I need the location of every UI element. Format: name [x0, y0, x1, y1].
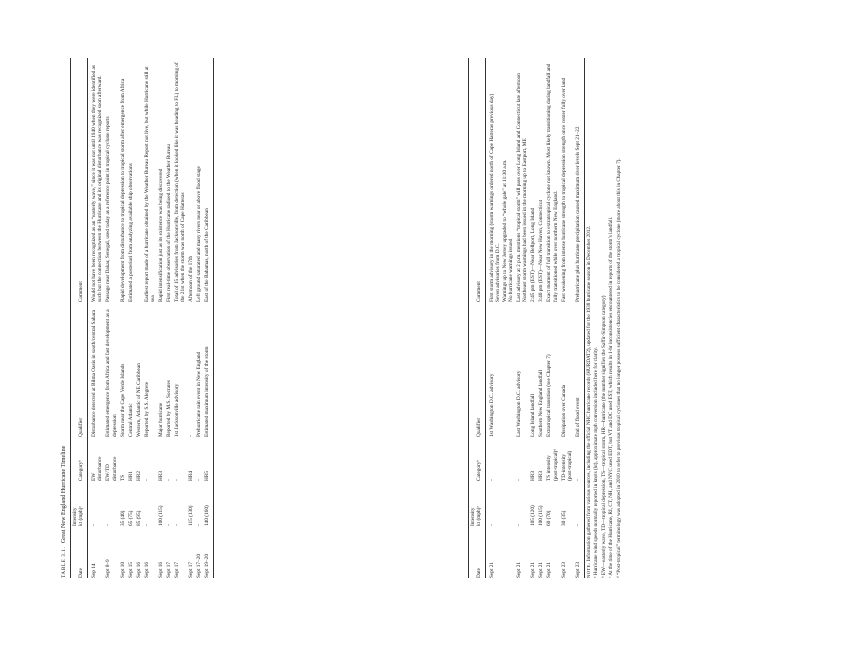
header-comment: Comment [71, 58, 88, 302]
cell-qualifier: Central Atlantic [127, 403, 134, 437]
cell-date: Sept 16 [158, 561, 165, 578]
cell-qualifier: Reported by M.S. Socrates [166, 380, 173, 437]
cell-comment: Rapid development from disturbance to tropical depression to tropical storm after emergence from Africa [119, 78, 126, 302]
header-date: Date [469, 526, 486, 578]
cell-category: HR2 [135, 470, 142, 481]
cell-comment: 2:45 pm (EST)—Near Bellport, Long Island [530, 207, 537, 302]
cell-comment: Estimated a posteriori from analyzing available ship observations [127, 163, 134, 302]
cell-category: HR5 [204, 437, 214, 481]
cell-intensity: 35 (40) [119, 510, 126, 526]
cell-qualifier: 1st Jacksonville advisory [174, 383, 181, 437]
table-row [196, 58, 204, 578]
cell-qualifier: Prehurricane rain event in New England [196, 351, 203, 437]
cell-category: TD-intensity (post-tropical) [560, 450, 574, 481]
cell-comment [135, 58, 143, 302]
cell-intensity: - [196, 524, 203, 526]
cell-intensity: - [105, 524, 112, 526]
table-notes [586, 58, 623, 578]
cell-intensity: 60 (70) [546, 510, 553, 526]
footnote-a: ᵃ Hurricane wind speeds normally reported in knots (kt), approximate mph conversion included here for clarity. [593, 347, 600, 578]
cell-category: - [488, 479, 495, 481]
table-row [157, 58, 165, 578]
cell-category: HR3 [158, 470, 165, 481]
header-intensity: Intensity kt (mph)ᵃ [71, 481, 88, 526]
cell-intensity: 85 (95) [135, 510, 142, 526]
table-body [87, 58, 213, 578]
cell-comment: Would not have been recognized as an “easterly wave,” since it was not until 1940 when they were identified as such but the connection between the Hurricane and its original disturbance was recognized soon afterward. [90, 65, 104, 302]
header-comment: Comment [469, 58, 486, 302]
cell-date: Sept 10 [119, 561, 126, 578]
cell-category: - [174, 479, 181, 481]
table-number: TABLE 3.1. [61, 546, 67, 578]
cell-comment: Passage near Dakar, Senegal, used today as a reference point in tropical cyclone reports [105, 116, 112, 302]
cell-intensity: - [174, 524, 181, 526]
cell-qualifier: Extratropical transition (see Chapter 7) [546, 354, 553, 437]
table-title: Great New England Hurricane Timeline [61, 445, 67, 544]
cell-date: Sept 17 [166, 561, 173, 578]
cell-comment: Prehurricane plus hurricane precipitation caused maximum river levels Sept 21–22 [574, 58, 584, 302]
table-row [530, 58, 538, 578]
cell-date: Sept 21 [488, 561, 495, 578]
cell-intensity: 115 (130) [188, 505, 195, 526]
cell-date: Sept 21 [516, 561, 523, 578]
cell-comment: First storm advisory in the morning (storm warnings ordered north of Cape Hatteras previous day) Seven advisories from D.C. Warnings up to New Jersey upgraded to “whole gale” at 11:30 a.m. No hurricane warnings issued [488, 93, 515, 302]
cell-qualifier: Last Washington D.C. advisory [516, 370, 523, 437]
cell-comment: Rapid intensification just as its existence was being discovered [158, 168, 165, 302]
cell-category: - [574, 437, 584, 481]
cell-date: Sep 14 [90, 563, 97, 578]
cell-comment: Total of 15 advisories from Jacksonville, from detection (when it looked like it was heading to FL) to morning of the 21st when the storm was north of Cape Hatteras [174, 62, 187, 302]
header-category: Categoryᵇ [71, 437, 88, 481]
cell-category: HR3 [530, 470, 537, 481]
table-header-row [469, 58, 486, 578]
cell-qualifier: 1st Washington D.C. advisory [488, 373, 495, 437]
cell-intensity: 100 (115) [538, 505, 545, 526]
cell-qualifier: End of flood event [574, 302, 584, 437]
cell-date: Sept 17 [188, 561, 195, 578]
cell-category: HR4 [188, 470, 195, 481]
cell-category: - [196, 479, 203, 481]
cell-comment: Fast weakening from intense hurricane strength to tropical depression strength once center fully over land [560, 77, 567, 302]
cell-qualifier: Dissipation over Canada [560, 384, 567, 437]
table-row [104, 58, 118, 578]
cell-qualifier: Storm near the Cape Verde Islands [119, 363, 126, 437]
cell-category: TS intensity (post-tropical)ᵈ [546, 449, 559, 481]
table-row [143, 58, 157, 578]
cell-category: HR3 [538, 470, 545, 481]
cell-qualifier: Major hurricane [158, 402, 165, 437]
cell-qualifier: Estimated emergence from Africa and fast development as a depression [105, 309, 118, 437]
cell-date: Sept 8–9 [105, 559, 112, 578]
cell-comment: Afternoon of the 17th [188, 255, 195, 302]
cell-intensity: 65 (75) [127, 510, 134, 526]
note-label: NOTE: [586, 562, 591, 578]
table-caption [60, 58, 68, 578]
table-row [204, 58, 214, 578]
cell-category: EW/TD disturbance [105, 456, 118, 481]
cell-intensity: - [90, 524, 97, 526]
table-body [485, 58, 584, 578]
table-row [574, 58, 584, 578]
cell-comment: Earliest report made of a hurricane obtained by the Weather Bureau Report not live, but while Hurricane still at sea [143, 66, 157, 302]
table-row [515, 58, 529, 578]
cell-comment: Exact moment of full transition to extratropical cyclone not known. Most likely transitioning during landfall and fully transitioned while over northern New England. [546, 63, 559, 302]
cell-date: Sept 16 [135, 561, 142, 578]
cell-intensity: - [574, 481, 584, 526]
cell-qualifier: Southern New England landfall [538, 370, 545, 437]
cell-qualifier: Estimated maximum intensity of the storm [204, 302, 214, 437]
cell-date: Sept 15 [127, 561, 134, 578]
note-general [586, 58, 592, 578]
cell-comment: First real-time observation of the Hurricane radioed to the Weather Bureau [166, 143, 173, 302]
cell-category: EW disturbance [90, 456, 104, 481]
cell-comment: East of the Bahamas, north of the Caribbean [204, 58, 214, 302]
table-row [560, 58, 574, 578]
cell-category: TS [119, 474, 126, 481]
page-content [0, 58, 864, 578]
table-row [173, 58, 187, 578]
table-header-row [71, 58, 88, 578]
timeline-table-part-1 [70, 58, 214, 578]
header-category: Categoryᵇ [469, 437, 486, 481]
footnote-b: ᵇ EW—easterly wave, TD—tropical depression, TS—tropical storm, HR—hurricane (the number signifies the Saffir-Simpson category) [600, 295, 607, 578]
cell-qualifier: - [188, 435, 195, 437]
cell-category: HR1 [127, 470, 134, 481]
cell-category: - [143, 479, 150, 481]
cell-intensity: - [488, 524, 495, 526]
cell-intensity: 105 (120) [530, 505, 537, 526]
cell-intensity: 100 (115) [158, 505, 165, 526]
table-row [165, 58, 173, 578]
footnote-d: ᵈ “Post-tropical” terminology was adopted in 2010 to refer to previous tropical cyclones that no longer possess sufficient characteristics to be considered a tropical cyclone (more about this in Chapter 7). [615, 158, 622, 578]
footnote-c: ᶜ At the time of the Hurricane, RI, CT, NH, and NYC used EDT, but VT and DC used EST, which results in 1-hr inconsistencies encountered in reports of the storm’s landfall. [608, 216, 615, 578]
cell-qualifier: Reported by S.S. Alegrete [143, 381, 150, 437]
header-qualifier: Qualifier [469, 302, 486, 437]
header-date: Date [71, 526, 88, 578]
cell-comment: 3:40 pm (EST)—Near New Haven, Connecticut [538, 199, 545, 302]
cell-intensity: - [166, 524, 173, 526]
cell-date: Sept 17–20 [196, 554, 203, 578]
header-qualifier: Qualifier [71, 302, 88, 437]
table-row [135, 58, 143, 578]
cell-comment: Last advisory at 2 p.m. mentions “tropical storm” will pass over Long Island and Connecticut late afternoon Northeast storm warnings had been issued in the morning up to Eastport, ME [516, 73, 529, 302]
table-row [546, 58, 560, 578]
table-row [188, 58, 196, 578]
cell-qualifier: Long Island landfall [530, 394, 537, 437]
table-row [538, 58, 546, 578]
cell-qualifier: Western, Atlantic of NE Caribbean [135, 363, 142, 437]
cell-category: - [516, 479, 523, 481]
cell-intensity: 30 (35) [560, 510, 567, 526]
cell-date: Sept 23 [574, 526, 584, 578]
timeline-table-part-2 [468, 58, 585, 578]
cell-intensity: 140 (160) [204, 481, 214, 526]
cell-intensity: - [143, 524, 150, 526]
cell-date: Sept 21 [538, 561, 545, 578]
cell-date: Sept 17 [174, 561, 181, 578]
header-intensity: Intensity kt (mph)ᵃ [469, 481, 486, 526]
table-row [119, 58, 127, 578]
table-row [87, 58, 104, 578]
note-text: Information gathered from various sources, including the official NHC hurricane records (HURDAT2), updated for the 1938 hurricane season in December 2012. [586, 225, 592, 562]
table-row [485, 58, 515, 578]
cell-date: Sept 23 [560, 561, 567, 578]
cell-comment: Left ground saturated and many rivers near or above flood stage [196, 166, 203, 302]
table-row [127, 58, 135, 578]
cell-date: Sept 19–20 [204, 526, 214, 578]
cell-date: Sept 21 [530, 561, 537, 578]
cell-qualifier: Disturbance detected at Bilma Oasis in south/central Sahara [90, 310, 97, 437]
cell-date: Sept 21 [546, 561, 553, 578]
cell-intensity: - [516, 524, 523, 526]
cell-date: Sept 16 [143, 561, 150, 578]
cell-category: - [166, 479, 173, 481]
